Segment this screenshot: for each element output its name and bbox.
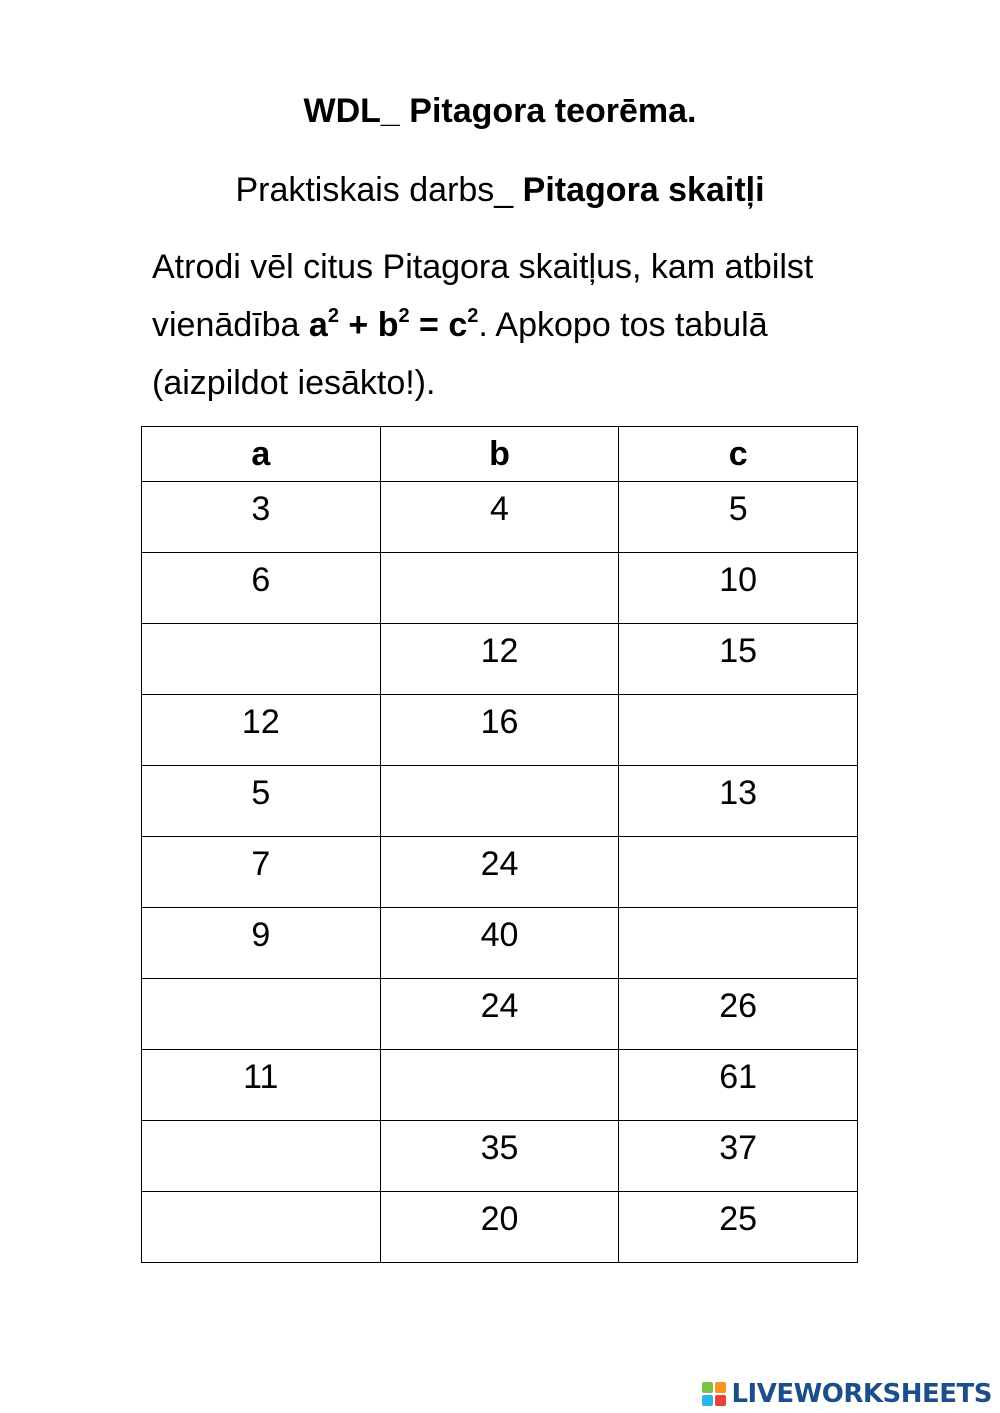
table-row [142, 766, 858, 837]
cell-a-blank[interactable] [142, 624, 381, 695]
equation-var-b: b [377, 306, 399, 344]
equation-var-c: c [448, 306, 468, 344]
liveworksheets-logo[interactable] [701, 1376, 992, 1412]
exponent-c: 2 [467, 305, 479, 327]
cell-a-blank[interactable] [142, 1192, 381, 1263]
cell-b: 12 [380, 624, 619, 695]
cell-c: 5 [619, 482, 858, 553]
cell-b-blank[interactable] [380, 1050, 619, 1121]
cell-b: 40 [380, 908, 619, 979]
cell-c-blank[interactable] [619, 908, 858, 979]
cell-b-blank[interactable] [380, 766, 619, 837]
cell-a: 12 [142, 695, 381, 766]
table-row [142, 1121, 858, 1192]
cell-a: 3 [142, 482, 381, 553]
table-row [142, 1192, 858, 1263]
logo-text: LIVEWORKSHEETS [731, 1379, 992, 1409]
table-row [142, 908, 858, 979]
cell-a: 11 [142, 1050, 381, 1121]
cell-a: 5 [142, 766, 381, 837]
cell-a: 9 [142, 908, 381, 979]
equation-equals: = [409, 306, 449, 344]
exponent-b: 2 [398, 305, 410, 327]
table-row [142, 482, 858, 553]
cell-b: 20 [380, 1192, 619, 1263]
header-c: c [619, 427, 858, 482]
cell-c-blank[interactable] [619, 837, 858, 908]
cell-c: 13 [619, 766, 858, 837]
cell-c-blank[interactable] [619, 695, 858, 766]
cell-a-blank[interactable] [142, 979, 381, 1050]
cell-c: 61 [619, 1050, 858, 1121]
table-row [142, 979, 858, 1050]
instructions-part2: . Apkopo tos tabulā (aizpildot iesākto!). [152, 306, 768, 402]
pythagorean-table [141, 426, 858, 1263]
table-row [142, 553, 858, 624]
cell-b: 24 [380, 979, 619, 1050]
equation-var-a: a [308, 306, 328, 344]
equation-plus: + [338, 306, 378, 344]
page-subtitle [0, 165, 1000, 215]
liveworksheets-logo-icon [701, 1381, 727, 1407]
cell-c: 26 [619, 979, 858, 1050]
instructions-part1: Atrodi vēl citus Pitagora skaitļus, kam atbilst vienādība [152, 248, 814, 344]
cell-b: 24 [380, 837, 619, 908]
table-header-row [142, 427, 858, 482]
page-title: WDL_ Pitagora teorēma. [303, 92, 697, 130]
instructions-text [152, 238, 872, 412]
table-row [142, 695, 858, 766]
exponent-a: 2 [327, 305, 339, 327]
cell-b: 16 [380, 695, 619, 766]
cell-b: 35 [380, 1121, 619, 1192]
header-a: a [142, 427, 381, 482]
cell-c: 37 [619, 1121, 858, 1192]
cell-b-blank[interactable] [380, 553, 619, 624]
cell-c: 15 [619, 624, 858, 695]
header-b: b [380, 427, 619, 482]
cell-a: 7 [142, 837, 381, 908]
cell-a-blank[interactable] [142, 1121, 381, 1192]
table-row [142, 1050, 858, 1121]
cell-a: 6 [142, 553, 381, 624]
table-row [142, 837, 858, 908]
cell-c: 10 [619, 553, 858, 624]
cell-c: 25 [619, 1192, 858, 1263]
cell-b: 4 [380, 482, 619, 553]
subtitle-prefix: Praktiskais darbs_ [235, 171, 523, 209]
table-row [142, 624, 858, 695]
subtitle-bold: Pitagora skaitļi [522, 171, 765, 209]
